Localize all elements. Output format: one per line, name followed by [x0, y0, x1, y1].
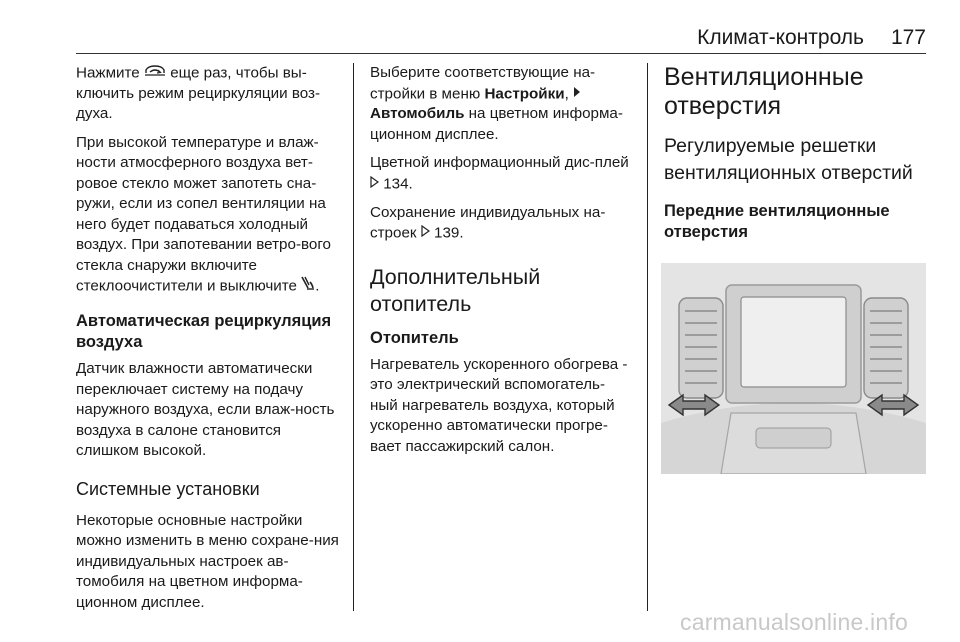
chapter-heading: Вентиляционные отверстия — [664, 63, 864, 120]
arrow-right-icon — [573, 84, 581, 105]
section-heading: Дополнительный отопитель — [370, 264, 541, 316]
section-heading: Системные установки — [76, 478, 260, 499]
subsection-heading: Отопитель — [370, 328, 459, 347]
dashboard-vents-illustration — [661, 263, 926, 474]
column-divider — [647, 63, 648, 611]
paragraph — [76, 133, 346, 297]
column-left — [76, 63, 346, 621]
page-reference: 134. — [379, 175, 413, 193]
text: . — [315, 277, 320, 295]
menu-item-settings: Настройки — [484, 84, 565, 102]
windscreen-wiper-icon — [301, 276, 315, 297]
text: Выберите соответствующие на-стройки в меню — [370, 64, 596, 102]
column-divider — [353, 63, 354, 611]
recirculation-icon — [144, 63, 166, 84]
text: Цветной информационный дис-плей — [370, 154, 629, 172]
paragraph — [370, 153, 632, 194]
page-reference: 139. — [429, 224, 464, 242]
text: Сохранение индивидуальных на-строек — [370, 203, 606, 242]
page-header — [76, 22, 926, 52]
header-rule — [76, 53, 926, 54]
paragraph — [76, 63, 346, 125]
paragraph — [370, 63, 632, 145]
text: , — [564, 84, 574, 102]
text: При высокой температуре и влаж-ности атмосферного воздуха вет-ровое стекло может запотеть сна-ружи, если из сопел вентиляции на него будет подаваться холодный воздух. При запотевании ветро-вого стекла снаружи включите стеклоочистители и выключите — [76, 133, 331, 295]
text: на цветном информа-ционном дисплее. — [370, 105, 623, 143]
column-right — [664, 63, 926, 249]
paragraph — [370, 203, 632, 244]
text: Нажмите — [76, 64, 140, 82]
paragraph: Нагреватель ускоренного обогрева - это электрический вспомогатель-ный нагреватель воздуха, который ускоренно автоматически прогре-вает пассажирский салон. — [370, 355, 628, 455]
vents-drawing — [661, 263, 926, 474]
menu-item-vehicle: Автомобиль — [370, 105, 465, 123]
column-middle — [370, 63, 632, 465]
page-reference-icon — [421, 223, 430, 244]
paragraph: Датчик влажности автоматически переключает систему на подачу наружного воздуха, если влаж-ность воздуха в салоне становится слишком высокой. — [76, 360, 335, 460]
text: еще раз, чтобы вы-ключить режим рециркуляции воз-духа. — [76, 64, 321, 123]
section-heading: Регулируемые решетки вентиляционных отверстий — [664, 135, 913, 184]
section-heading: Автоматическая рециркуляция воздуха — [76, 312, 332, 352]
page-reference-icon — [370, 174, 379, 195]
watermark: carmanualsonline.info — [680, 609, 908, 635]
subsection-heading: Передние вентиляционные отверстия — [664, 202, 890, 241]
chapter-title: Климат-контроль — [697, 26, 864, 49]
paragraph: Некоторые основные настройки можно изменить в меню сохране-ния индивидуальных настроек ав-томобиля на цветном информа-ционном дисплее. — [76, 511, 339, 611]
page-number: 177 — [890, 26, 926, 49]
